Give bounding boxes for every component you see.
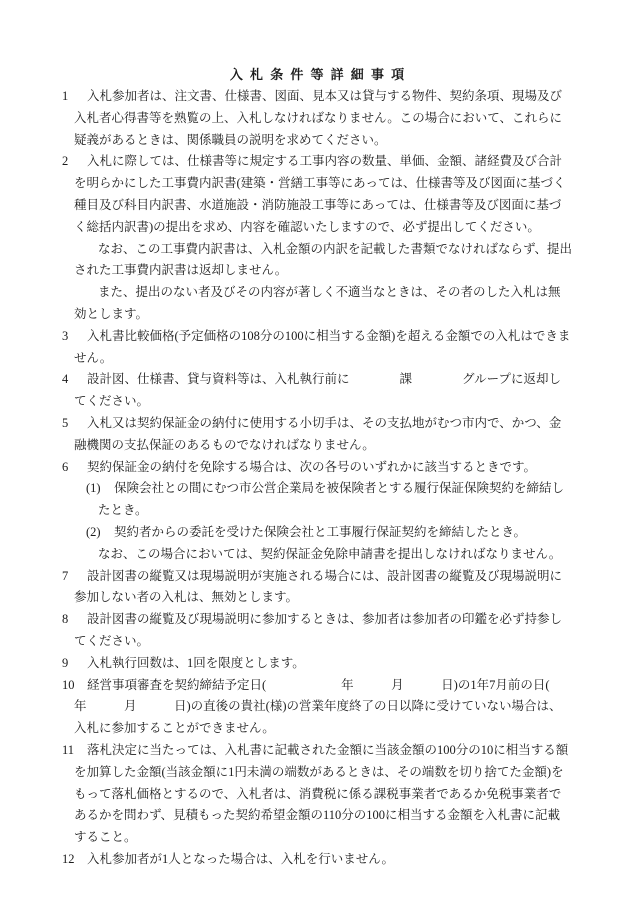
clause-text: 入札参加者は、注文書、仕様書、図面、見本又は貸与する物件、契約条項、現場及び入札者心得書等を熟覧の上、入札しなければなりません。この場合において、これらに疑義があるときは、関係職員の説明を求めてください。 (74, 89, 563, 147)
clause-text: 設計図書の縦覧及び現場説明に参加するときは、参加者は参加者の印鑑を必ず持参してください。 (74, 612, 563, 648)
clause-number: 11 (62, 742, 75, 757)
clause-number: 9 (62, 655, 69, 670)
clause-9 (62, 653, 572, 675)
clause-text: 契約保証金の納付を免除する場合は、次の各号のいずれかに該当するときです。 (87, 459, 537, 474)
clause-text: また、提出のない者及びその内容が著しく不適当なときは、その者のした入札は無効とします。 (74, 285, 561, 321)
clause-3 (62, 326, 572, 370)
clause-6 (62, 457, 572, 479)
clause-text: 入札執行回数は、1回を限度とします。 (87, 655, 305, 670)
clause-text: 契約者からの委託を受けた保険会社と工事履行保証契約を締結したとき。 (114, 524, 527, 539)
clause-text: 保険会社との間にむつ市公営企業局を被保険者とする履行保証保険契約を締結したとき。 (98, 481, 565, 518)
clause-text: 設計図、仕様書、貸与資料等は、入札執行前に 課 グループに返却してください。 (74, 372, 562, 409)
clause-4 (62, 369, 572, 413)
clause-number: (2) (86, 524, 101, 539)
clause-text: 入札参加者が1人となった場合は、入札を行いません。 (87, 851, 395, 866)
clause-text: なお、この場合においては、契約保証金免除申請書を提出しなければなりません。 (98, 546, 562, 561)
clause-12 (62, 849, 572, 871)
clause-number: 5 (62, 415, 69, 430)
clause-7 (62, 566, 572, 610)
clause-text: 落札決定に当たっては、入札書に記載された金額に当該金額の100分の10に相当する額を加算した金額(当該金額に1円未満の端数があるときは、その端数を切り捨てた金額)をもって落札価格とするので、入札者は、消費税に係る課税事業者であるか免税事業者であるかを問わず、見積もった契約希望金額の110分の100に相当する金額を入札書に記載すること。 (74, 742, 569, 845)
clause-1 (62, 86, 572, 151)
clause-note (86, 544, 572, 566)
clause-number: 1 (62, 89, 69, 103)
clause-2 (62, 151, 572, 238)
subclause-1 (86, 478, 572, 522)
subclause-2 (86, 522, 572, 544)
clause-number: 4 (62, 372, 69, 387)
clause-number: 6 (62, 459, 69, 474)
clause-text: なお、この工事費内訳書は、入札金額の内訳を記載した書類でなければならず、提出された工事費内訳書は返却しません。 (74, 241, 573, 278)
document-body (62, 86, 575, 871)
clause-number: 8 (62, 612, 69, 627)
clause-note (62, 282, 572, 326)
clause-8 (62, 609, 572, 653)
document-title: 入札条件等詳細事項 (229, 67, 412, 82)
clause-number: 12 (62, 851, 75, 866)
clause-number: 7 (62, 568, 69, 583)
clause-text: 経営事項審査を契約締結予定日( 年 月 日)の1年7月前の日( 年 月 日)の直後の貴社(様)の営業年度終了の日以降に受けていない場合は、入札に参加することができません。 (74, 677, 575, 736)
clause-number: 3 (62, 328, 69, 343)
clause-5 (62, 413, 572, 457)
clause-number: (1) (86, 481, 101, 496)
clause-number: 10 (62, 677, 75, 692)
clause-10 (62, 675, 575, 740)
clause-note (62, 239, 572, 283)
clause-text: 入札に際しては、仕様書等に規定する工事内容の数量、単価、金額、諸経費及び合計を明らかにした工事費内訳書(建築・営繕工事等にあっては、仕様書等及び図面に基づく種目及び科目内訳書、水道施設・消防施設工事等にあっては、仕様書等及び図面に基づく総括内訳書)の提出を求め、内容を確認いたしますので、必ず提出してください。 (74, 154, 566, 234)
clause-text: 入札又は契約保証金の納付に使用する小切手は、その支払地がむつ市内で、かつ、金融機関の支払保証のあるものでなければなりません。 (74, 415, 562, 452)
clause-text: 設計図書の縦覧又は現場説明が実施される場合には、設計図書の縦覧及び現場説明に参加しない者の入札は、無効とします。 (74, 568, 563, 605)
clause-text: 入札書比較価格(予定価格の108分の100に相当する金額)を超える金額での入札はできません。 (74, 328, 571, 365)
clause-11 (62, 740, 572, 849)
clause-number: 2 (62, 154, 69, 169)
